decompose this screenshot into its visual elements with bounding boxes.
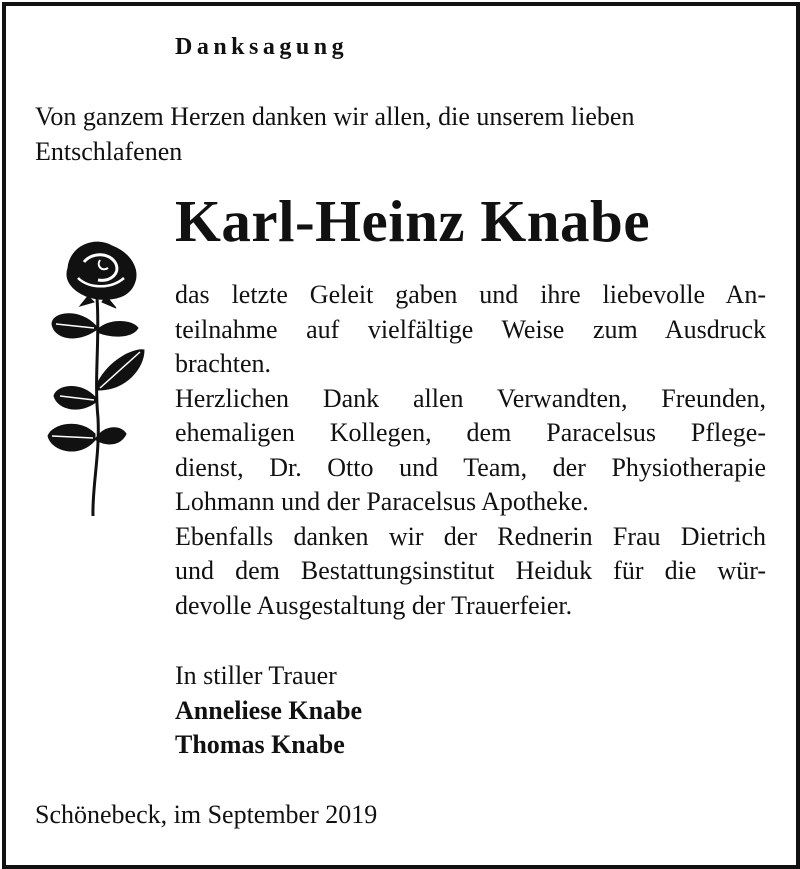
signature-closing: In stiller Trauer (175, 661, 337, 690)
deceased-name: Karl-Heinz Knabe (175, 188, 651, 254)
body-line: brachten. (175, 349, 272, 378)
body-line: das letzte Geleit gaben und ihre liebevolle An- (175, 280, 766, 309)
notice-heading: Danksagung (175, 34, 349, 60)
body-line: Lohmann und der Paracelsus Apotheke. (175, 487, 589, 516)
intro-line-2: Entschlafenen (35, 137, 183, 166)
rose-icon (40, 238, 155, 518)
body-line: devolle Ausgestaltung der Trauerfeier. (175, 591, 573, 620)
body-line: dienst, Dr. Otto und Team, der Physiotherapie (175, 453, 766, 482)
body-line: Herzlichen Dank allen Verwandten, Freunden, (175, 384, 766, 413)
body-line: teilnahme auf vielfältige Weise zum Ausdruck (175, 315, 766, 344)
signature-name: Thomas Knabe (175, 730, 345, 759)
body-line: und dem Bestattungsinstitut Heiduk für die wür- (175, 556, 766, 585)
signature-name: Anneliese Knabe (175, 696, 363, 725)
body-line: ehemaligen Kollegen, dem Paracelsus Pflege- (175, 418, 766, 447)
place-date: Schönebeck, im September 2019 (35, 800, 378, 829)
body-line: Ebenfalls danken wir der Rednerin Frau Dietrich (175, 522, 766, 551)
intro-line-1: Von ganzem Herzen danken wir allen, die unserem lieben (35, 102, 635, 131)
